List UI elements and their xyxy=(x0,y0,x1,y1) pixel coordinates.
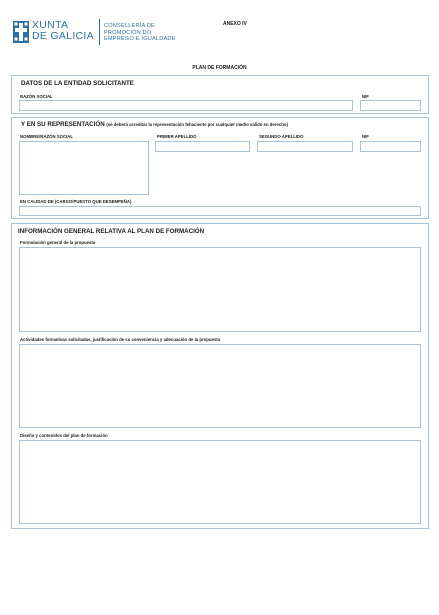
segundo-apellido-label: SEGUNDO APELLIDO xyxy=(259,134,304,139)
section-title xyxy=(21,121,288,128)
calidad-field[interactable] xyxy=(19,206,421,216)
primer-apellido-label: PRIMER APELLIDO xyxy=(157,134,197,139)
nombre-field[interactable] xyxy=(19,141,149,195)
nombre-label: NOMBRE/RAZÓN SOCIAL xyxy=(20,134,73,139)
nif-label: NIF xyxy=(362,134,369,139)
representative-section xyxy=(11,117,429,219)
formulacion-textarea[interactable] xyxy=(19,247,421,332)
primer-apellido-field[interactable] xyxy=(155,141,250,152)
calidad-label: EN CALIDAD DE (CARGO/PUESTO QUE DESEMPEÑA) xyxy=(20,199,132,204)
nif-field[interactable] xyxy=(360,141,421,152)
logo-line-1: XUNTA xyxy=(32,19,69,31)
department-line-3: EMPREGO E IGUALDADE xyxy=(104,36,176,43)
section-title-text: Y EN SU REPRESENTACIÓN xyxy=(21,121,105,128)
xunta-cross-logo-icon xyxy=(13,21,29,43)
razon-social-label: RAZÓN SOCIAL xyxy=(20,94,53,99)
logo-divider xyxy=(99,19,100,45)
annex-label: ANEXO IV xyxy=(223,21,247,27)
diseno-textarea[interactable] xyxy=(19,440,421,524)
applicant-entity-section xyxy=(11,75,429,114)
department-line-1: CONSELLERÍA DE xyxy=(104,23,155,29)
department-line-2: PROMOCIÓN DO xyxy=(104,29,152,36)
formulacion-label: Formulación general de la propuesta xyxy=(20,240,96,245)
plan-info-section xyxy=(11,223,429,529)
razon-social-field[interactable] xyxy=(19,100,353,111)
section-title: DATOS DE LA ENTIDAD SOLICITANTE xyxy=(21,80,134,87)
logo-wordmark xyxy=(32,20,94,42)
section-title: INFORMACIÓN GENERAL RELATIVA AL PLAN DE FORMACIÓN xyxy=(18,228,205,235)
document-title: PLAN DE FORMACIÓN xyxy=(192,65,247,71)
nif-label: NIF xyxy=(362,94,369,99)
department-name xyxy=(104,23,176,43)
logo-line-2: DE GALICIA xyxy=(32,30,94,42)
section-note: (se deberá acreditar la representación fehaciente por cualquier medio válido en derecho) xyxy=(106,122,288,127)
diseno-label: Diseño y contenidos del plan de formación xyxy=(20,433,108,438)
segundo-apellido-field[interactable] xyxy=(257,141,353,152)
actividades-textarea[interactable] xyxy=(19,344,421,428)
actividades-label: Actividades formativas solicitadas, justificación de su conveniencia y adecuación de la propuesta xyxy=(20,337,221,342)
nif-field[interactable] xyxy=(360,100,421,111)
